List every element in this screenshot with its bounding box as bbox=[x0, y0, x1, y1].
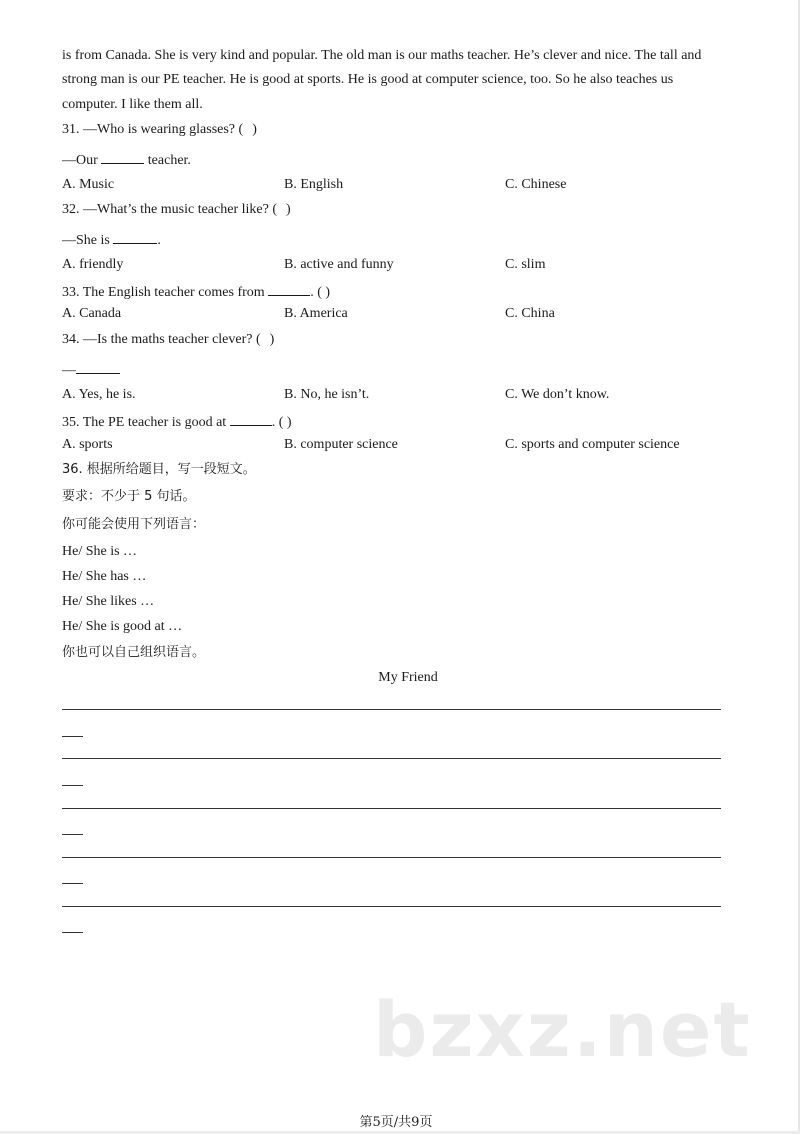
question-34-answer-line: — bbox=[62, 359, 120, 380]
writing-line[interactable] bbox=[62, 709, 721, 710]
option-b[interactable]: B. America bbox=[284, 306, 348, 321]
writing-line[interactable] bbox=[62, 857, 721, 858]
page-number: 第5页/共9页 bbox=[359, 1115, 433, 1130]
question-32-stem: 32. —What’s the music teacher like? ( ) bbox=[62, 202, 291, 217]
option-c[interactable]: C. slim bbox=[505, 257, 546, 272]
answer-blank[interactable] bbox=[113, 229, 157, 244]
option-c[interactable]: C. Chinese bbox=[505, 177, 567, 192]
writing-title: My Friend bbox=[378, 670, 438, 685]
writing-line-short bbox=[62, 736, 83, 737]
answer-blank[interactable] bbox=[230, 411, 272, 426]
phrase-item: He/ She likes … bbox=[62, 594, 155, 609]
question-36-prompt: 36. 根据所给题目，写一段短文。 bbox=[62, 462, 256, 477]
writing-own-note: 你也可以自己组织语言。 bbox=[62, 645, 206, 660]
question-31-options bbox=[62, 176, 742, 194]
passage-line-2: strong man is our PE teacher. He is good at sports. He is good at computer science, too. So he also teaches us bbox=[62, 72, 674, 87]
question-33-options bbox=[62, 305, 742, 323]
writing-line[interactable] bbox=[62, 808, 721, 809]
option-a[interactable]: A. friendly bbox=[62, 257, 124, 272]
writing-line-short bbox=[62, 785, 83, 786]
question-35-stem: 35. The PE teacher is good at . ( ) bbox=[62, 411, 292, 432]
answer-blank[interactable] bbox=[76, 359, 120, 374]
phrase-item: He/ She is … bbox=[62, 544, 138, 559]
option-b[interactable]: B. active and funny bbox=[284, 257, 394, 272]
option-a[interactable]: A. Yes, he is. bbox=[62, 387, 136, 402]
option-a[interactable]: A. Music bbox=[62, 177, 115, 192]
option-c[interactable]: C. sports and computer science bbox=[505, 437, 680, 452]
writing-hint: 你可能会使用下列语言： bbox=[62, 517, 206, 532]
option-b[interactable]: B. No, he isn’t. bbox=[284, 387, 370, 402]
passage-line-1: is from Canada. She is very kind and popular. The old man is our maths teacher. He’s clever and nice. The tall and bbox=[62, 48, 702, 63]
question-35-options bbox=[62, 436, 742, 454]
phrase-item: He/ She has … bbox=[62, 569, 147, 584]
question-34-stem: 34. —Is the maths teacher clever? ( ) bbox=[62, 332, 275, 347]
watermark: bzxz.net bbox=[373, 985, 752, 1074]
passage-line-3: computer. I like them all. bbox=[62, 97, 203, 112]
option-c[interactable]: C. China bbox=[505, 306, 555, 321]
option-b[interactable]: B. computer science bbox=[284, 437, 398, 452]
option-c[interactable]: C. We don’t know. bbox=[505, 387, 610, 402]
answer-blank[interactable] bbox=[268, 281, 310, 296]
question-32-options bbox=[62, 256, 742, 274]
writing-line-short bbox=[62, 932, 83, 933]
option-b[interactable]: B. English bbox=[284, 177, 344, 192]
question-34-options bbox=[62, 386, 742, 404]
question-31-stem: 31. —Who is wearing glasses? ( ) bbox=[62, 122, 257, 137]
writing-line[interactable] bbox=[62, 758, 721, 759]
writing-line-short bbox=[62, 834, 83, 835]
question-33-stem: 33. The English teacher comes from . ( ) bbox=[62, 281, 330, 302]
question-31-answer-line: —Our teacher. bbox=[62, 149, 191, 170]
writing-line-short bbox=[62, 883, 83, 884]
option-a[interactable]: A. sports bbox=[62, 437, 113, 452]
writing-requirement: 要求：不少于 5 句话。 bbox=[62, 489, 196, 504]
option-a[interactable]: A. Canada bbox=[62, 306, 122, 321]
answer-blank[interactable] bbox=[101, 149, 144, 164]
question-32-answer-line: —She is . bbox=[62, 229, 161, 250]
writing-line[interactable] bbox=[62, 906, 721, 907]
phrase-item: He/ She is good at … bbox=[62, 619, 183, 634]
